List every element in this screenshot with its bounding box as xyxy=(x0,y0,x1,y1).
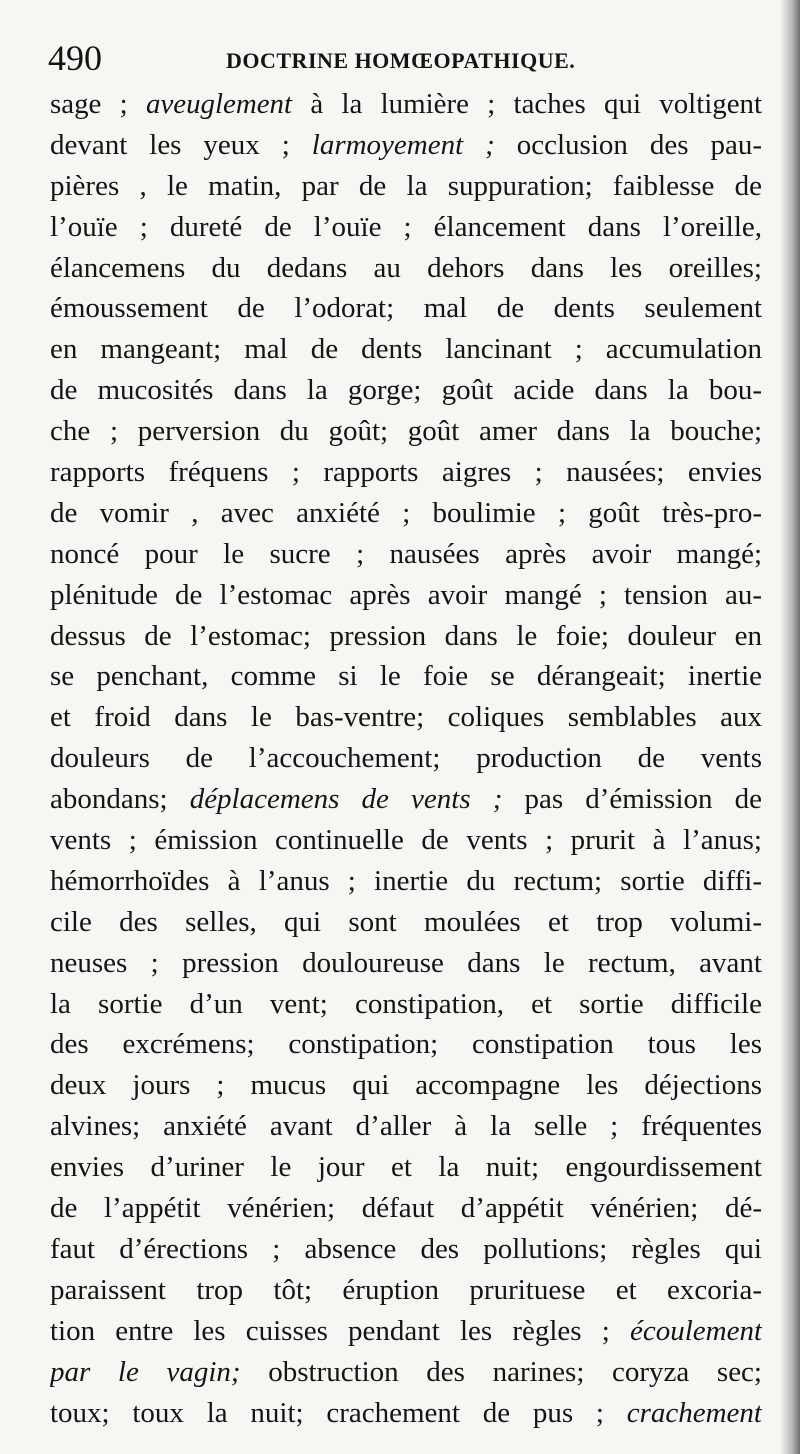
page-number: 490 xyxy=(48,38,102,78)
text-segment: et froid dans le bas-ventre; coliques semblables aux xyxy=(50,701,762,734)
text-line xyxy=(50,1229,762,1270)
text-line xyxy=(50,207,762,248)
italic-segment: aveuglement xyxy=(146,88,293,120)
text-segment: dessus de l’estomac; pression dans le foie; douleur en xyxy=(50,619,762,652)
text-segment: che ; perversion du goût; goût amer dans la bouche; xyxy=(50,415,762,448)
text-line xyxy=(50,329,762,370)
text-segment: douleurs de l’accouchement; production de vents xyxy=(50,742,762,775)
text-segment: émoussement de l’odorat; mal de dents seulement xyxy=(50,292,762,325)
text-line xyxy=(50,288,762,329)
text-line xyxy=(50,166,762,207)
text-line xyxy=(50,656,762,697)
text-segment: noncé pour le sucre ; nausées après avoir mangé; xyxy=(50,537,762,570)
text-line xyxy=(50,411,762,452)
text-line xyxy=(50,534,762,575)
text-line xyxy=(50,697,762,738)
page-header xyxy=(48,32,748,84)
text-segment: devant les yeux ; xyxy=(50,128,312,161)
text-line xyxy=(50,820,762,861)
text-segment: paraissent trop tôt; éruption prurituese et excoria- xyxy=(50,1273,762,1306)
text-line xyxy=(50,370,762,411)
text-segment: des excrémens; constipation; constipation tous les xyxy=(50,1028,762,1061)
text-line xyxy=(50,943,762,984)
body-text xyxy=(50,84,762,1433)
text-line xyxy=(50,1188,762,1229)
text-segment: alvines; anxiété avant d’aller à la selle ; fréquentes xyxy=(50,1110,762,1143)
text-line xyxy=(50,575,762,616)
running-title: DOCTRINE HOMŒOPATHIQUE. xyxy=(226,48,576,73)
text-line xyxy=(50,452,762,493)
text-segment: neuses ; pression douloureuse dans le rectum, avant xyxy=(50,946,762,979)
text-segment: l’ouïe ; dureté de l’ouïe ; élancement dans l’oreille, xyxy=(50,210,762,243)
text-line xyxy=(50,1352,762,1393)
text-segment: plénitude de l’estomac après avoir mangé ; tension au- xyxy=(50,578,762,611)
text-segment: en mangeant; mal de dents lancinant ; accumulation xyxy=(50,333,762,366)
text-segment: abondans; xyxy=(50,783,190,816)
text-line xyxy=(50,738,762,779)
text-segment: toux; toux la nuit; crachement de pus ; xyxy=(50,1396,627,1429)
text-line xyxy=(50,902,762,943)
text-segment: faut d’érections ; absence des pollutions; règles qui xyxy=(50,1232,762,1265)
text-segment: pas d’émission de xyxy=(502,783,762,816)
text-segment: pières , le matin, par de la suppuration; faiblesse de xyxy=(50,169,762,202)
text-line xyxy=(50,779,762,820)
text-segment: sage ; xyxy=(50,88,147,120)
text-line xyxy=(50,1065,762,1106)
text-segment: occlusion des pau- xyxy=(494,128,762,161)
text-segment: hémorrhoïdes à l’anus ; inertie du rectum; sortie diffi- xyxy=(50,864,762,897)
text-segment: la sortie d’un vent; constipation, et sortie difficile xyxy=(50,987,762,1020)
text-segment: de vomir , avec anxiété ; boulimie ; goût très-pro- xyxy=(50,496,762,529)
italic-segment: crachement xyxy=(626,1396,762,1429)
text-segment: de l’appétit vénérien; défaut d’appétit vénérien; dé- xyxy=(50,1192,762,1225)
text-segment: de mucosités dans la gorge; goût acide dans la bou- xyxy=(50,374,762,407)
text-segment: élancemens du dedans au dehors dans les oreilles; xyxy=(50,251,762,284)
italic-segment: écoulement xyxy=(629,1314,762,1347)
text-segment: se penchant, comme si le foie se dérangeait; inertie xyxy=(50,660,762,693)
text-segment: à la lumière ; taches qui voltigent xyxy=(292,88,762,120)
text-line xyxy=(50,248,762,289)
italic-segment: déplacemens de vents ; xyxy=(189,783,503,816)
text-segment: tion entre les cuisses pendant les règles ; xyxy=(50,1314,630,1347)
italic-segment: larmoyement ; xyxy=(311,128,495,161)
text-line xyxy=(50,493,762,534)
text-line xyxy=(50,1393,762,1434)
text-segment: cile des selles, qui sont moulées et trop volumi- xyxy=(50,905,762,938)
text-segment: deux jours ; mucus qui accompagne les déjections xyxy=(50,1069,762,1102)
text-segment: envies d’uriner le jour et la nuit; engourdissement xyxy=(50,1151,762,1184)
text-line xyxy=(50,861,762,902)
text-line xyxy=(50,616,762,657)
text-segment: rapports fréquens ; rapports aigres ; nausées; envies xyxy=(50,456,762,489)
text-segment: obstruction des narines; coryza sec; xyxy=(240,1355,762,1388)
text-line xyxy=(50,1270,762,1311)
text-segment: vents ; émission continuelle de vents ; prurit à l’anus; xyxy=(50,824,762,857)
text-line xyxy=(50,1024,762,1065)
text-line xyxy=(50,984,762,1025)
text-line xyxy=(50,1106,762,1147)
text-line xyxy=(50,1311,762,1352)
text-line xyxy=(50,84,762,125)
italic-segment: par le vagin; xyxy=(50,1355,241,1388)
page-edge-shadow xyxy=(780,0,800,1454)
text-line xyxy=(50,125,762,166)
text-line xyxy=(50,1147,762,1188)
